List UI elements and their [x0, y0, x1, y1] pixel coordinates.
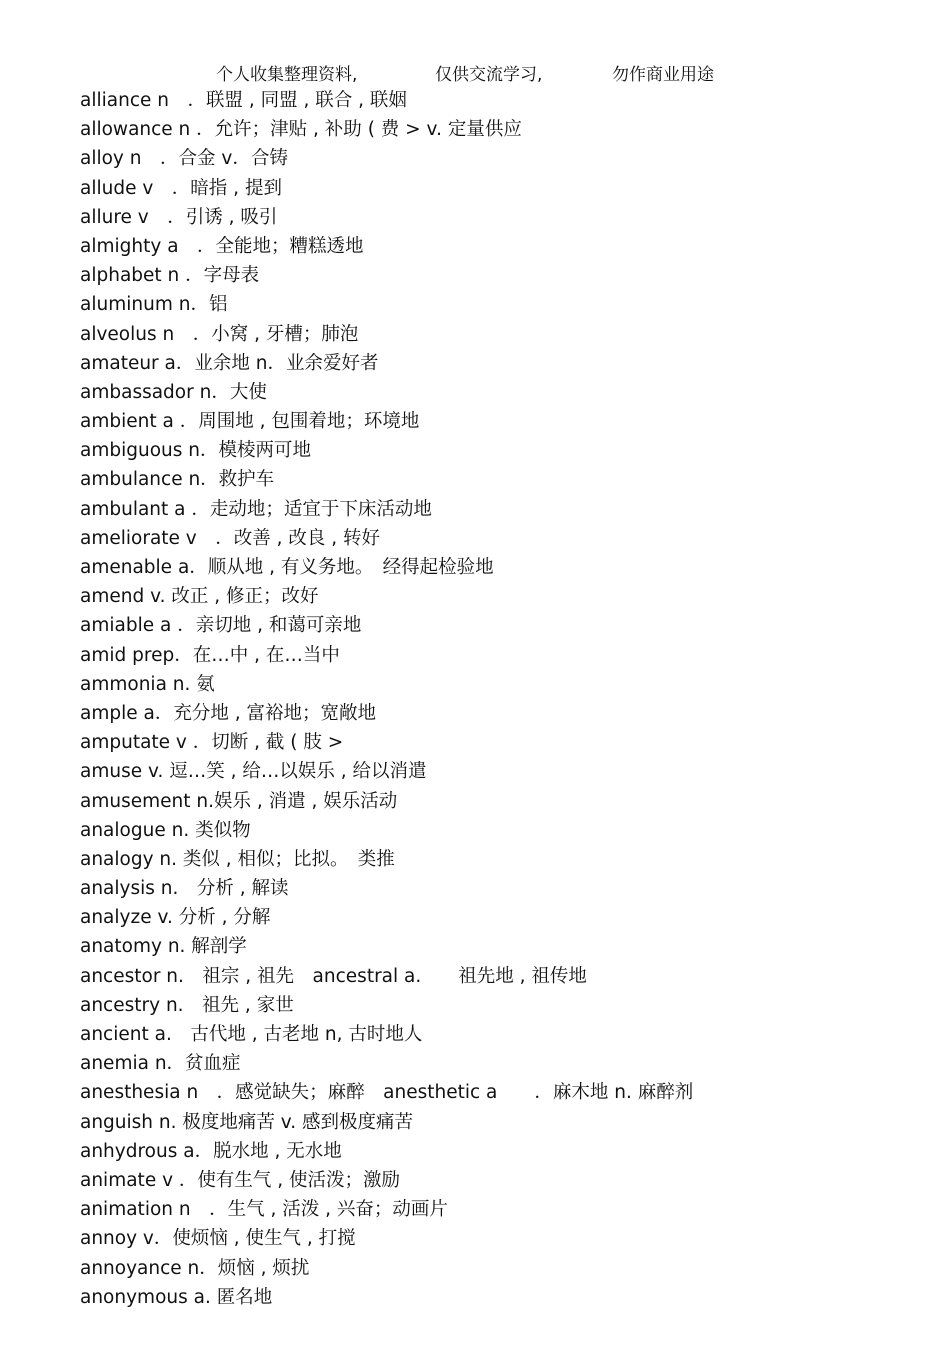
- vocab-entry: [80, 1137, 920, 1166]
- entry-text: amiable a ．亲切地 , 和蔼可亲地: [80, 615, 362, 637]
- vocab-entry: [80, 816, 920, 845]
- vocab-entry: [80, 261, 920, 290]
- vocab-entry: [80, 670, 920, 699]
- entry-text: alloy n ．合金 v．合铸: [80, 148, 288, 170]
- entry-text: anatomy n. 解剖学: [80, 936, 247, 958]
- vocab-entry: [80, 144, 920, 173]
- vocab-entry: [80, 1049, 920, 1078]
- vocab-entry: [80, 553, 920, 582]
- entry-text: almighty a ．全能地；糟糕透地: [80, 235, 364, 257]
- entry-text: ancient a. 古代地 , 古老地 n, 古时地人: [80, 1024, 423, 1045]
- entry-text: ancestry n. 祖先 , 家世: [80, 994, 294, 1016]
- entry-text: allowance n ．允许；津贴 , 补助 ( 费 > v. 定量供应: [80, 119, 522, 141]
- vocabulary-list: [80, 86, 920, 1312]
- vocab-entry: [80, 874, 920, 903]
- vocab-entry: [80, 524, 920, 553]
- header-note-exchange: 仅供交流学习,: [435, 65, 543, 85]
- entry-text: ambulant a ．走动地；适宜于下床活动地: [80, 498, 432, 520]
- vocab-entry: [80, 407, 920, 436]
- vocab-entry: [80, 290, 920, 319]
- vocab-entry: [80, 1224, 920, 1253]
- vocab-entry: [80, 728, 920, 757]
- vocab-entry: [80, 320, 920, 349]
- header-note-collected: 个人收集整理资料,: [216, 65, 358, 85]
- entry-text: anonymous a. 匿名地: [80, 1286, 273, 1308]
- entry-text: amid prep．在…中 , 在…当中: [80, 644, 340, 666]
- vocab-entry: [80, 465, 920, 494]
- vocab-entry: [80, 349, 920, 378]
- vocab-entry: [80, 991, 920, 1020]
- vocab-entry: [80, 699, 920, 728]
- vocab-entry: [80, 1078, 920, 1107]
- vocab-entry: [80, 903, 920, 932]
- entry-text: amusement n.娱乐 , 消遣 , 娱乐活动: [80, 790, 398, 812]
- vocab-entry: [80, 641, 920, 670]
- entry-text: annoyance n．烦恼 , 烦扰: [80, 1257, 310, 1279]
- vocab-entry: [80, 174, 920, 203]
- page-header-notes: [0, 60, 950, 84]
- entry-text: amuse v. 逗…笑 , 给…以娱乐 , 给以消遣: [80, 761, 427, 783]
- entry-text: anguish n. 极度地痛苦 v. 感到极度痛苦: [80, 1111, 414, 1133]
- vocab-entry: [80, 845, 920, 874]
- header-note-noncommercial: 勿作商业用途: [612, 65, 714, 85]
- entry-text: amenable a．顺从地 , 有义务地。 经得起检验地: [80, 557, 494, 578]
- vocab-entry: [80, 115, 920, 144]
- vocab-entry: [80, 86, 920, 115]
- vocab-entry: [80, 1283, 920, 1312]
- entry-text: animation n ．生气 , 活泼 , 兴奋；动画片: [80, 1199, 448, 1221]
- vocab-entry: [80, 203, 920, 232]
- entry-text: ambiguous n．模棱两可地: [80, 440, 311, 462]
- vocab-entry: [80, 1166, 920, 1195]
- entry-text: alveolus n ．小窝 , 牙槽；肺泡: [80, 323, 359, 345]
- vocab-entry: [80, 1108, 920, 1137]
- vocab-entry: [80, 932, 920, 961]
- entry-text: amputate v ．切断 , 截 ( 肢 >: [80, 732, 344, 754]
- entry-text: alliance n ．联盟 , 同盟 , 联合 , 联姻: [80, 90, 407, 111]
- entry-text: ample a．充分地 , 富裕地；宽敞地: [80, 702, 376, 724]
- vocab-entry: [80, 378, 920, 407]
- vocab-entry: [80, 582, 920, 611]
- vocab-entry: [80, 232, 920, 261]
- entry-text: annoy v．使烦恼 , 使生气 , 打搅: [80, 1228, 356, 1250]
- entry-text: allure v ．引诱 , 吸引: [80, 206, 278, 228]
- vocab-entry: [80, 436, 920, 465]
- entry-text: aluminum n．铝: [80, 294, 228, 316]
- entry-text: anesthesia n ．感觉缺失；麻醉 anesthetic a ．麻木地 n. 麻醉剂: [80, 1082, 694, 1104]
- entry-text: ammonia n. 氨: [80, 673, 215, 695]
- vocab-entry: [80, 787, 920, 816]
- entry-text: analysis n. 分析 , 解读: [80, 878, 289, 900]
- vocab-entry: [80, 1195, 920, 1224]
- entry-text: ancestor n. 祖宗 , 祖先 ancestral a. 祖先地 , 祖传地: [80, 965, 587, 987]
- entry-text: anhydrous a．脱水地 , 无水地: [80, 1140, 342, 1162]
- vocab-entry: [80, 757, 920, 786]
- vocab-entry: [80, 1020, 920, 1049]
- entry-text: ambient a ．周围地 , 包围着地；环境地: [80, 411, 420, 433]
- entry-text: ambassador n．大使: [80, 381, 267, 403]
- vocab-entry: [80, 495, 920, 524]
- entry-text: ameliorate v ．改善 , 改良 , 转好: [80, 527, 381, 549]
- entry-text: ambulance n．救护车: [80, 469, 275, 491]
- entry-text: analogue n. 类似物: [80, 819, 251, 841]
- entry-text: amateur a．业余地 n．业余爱好者: [80, 352, 379, 374]
- entry-text: animate v ．使有生气 , 使活泼；激励: [80, 1169, 401, 1191]
- vocab-entry: [80, 1254, 920, 1283]
- entry-text: analogy n. 类似 , 相似；比拟。 类推: [80, 848, 395, 870]
- entry-text: analyze v. 分析 , 分解: [80, 907, 271, 929]
- vocab-entry: [80, 611, 920, 640]
- entry-text: anemia n．贫血症: [80, 1053, 241, 1075]
- entry-text: allude v ．暗指 , 提到: [80, 177, 282, 199]
- entry-text: amend v. 改正 , 修正；改好: [80, 586, 319, 608]
- entry-text: alphabet n ．字母表: [80, 265, 260, 287]
- vocab-entry: [80, 962, 920, 991]
